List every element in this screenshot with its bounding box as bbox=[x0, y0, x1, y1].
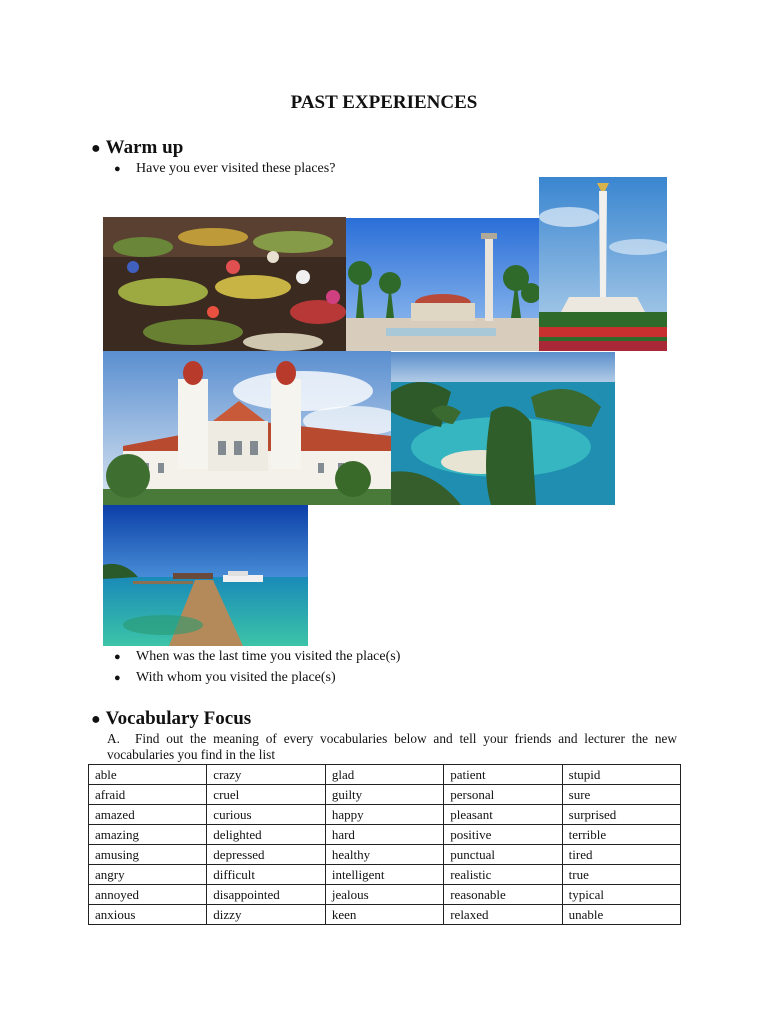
table-cell: hard bbox=[325, 825, 443, 845]
colonial-building-photo bbox=[103, 351, 391, 505]
table-cell: disappointed bbox=[207, 885, 326, 905]
table-cell: depressed bbox=[207, 845, 326, 865]
table-cell: able bbox=[89, 765, 207, 785]
bullet-icon: ● bbox=[114, 672, 121, 684]
bullet-icon: ● bbox=[114, 163, 121, 175]
table-cell: relaxed bbox=[444, 905, 562, 925]
followup-question-text: When was the last time you visited the place(s) bbox=[136, 649, 401, 664]
table-cell: realistic bbox=[444, 865, 562, 885]
instruction-label: A. bbox=[107, 731, 120, 746]
vocabulary-heading-text: Vocabulary Focus bbox=[105, 708, 252, 729]
warm-up-question-text: Have you ever visited these places? bbox=[136, 161, 336, 176]
table-cell: angry bbox=[89, 865, 207, 885]
table-cell: unable bbox=[562, 905, 680, 925]
warm-up-heading bbox=[91, 137, 183, 159]
table-cell: jealous bbox=[325, 885, 443, 905]
table-cell: tired bbox=[562, 845, 680, 865]
table-row bbox=[89, 885, 681, 905]
national-monument-photo bbox=[539, 177, 667, 351]
table-row bbox=[89, 905, 681, 925]
table-cell: keen bbox=[325, 905, 443, 925]
table-cell: stupid bbox=[562, 765, 680, 785]
table-cell: amazed bbox=[89, 805, 207, 825]
warm-up-heading-text: Warm up bbox=[105, 137, 184, 158]
table-row bbox=[89, 865, 681, 885]
table-cell: reasonable bbox=[444, 885, 562, 905]
table-cell: surprised bbox=[562, 805, 680, 825]
table-cell: guilty bbox=[325, 785, 443, 805]
table-cell: delighted bbox=[207, 825, 326, 845]
table-row bbox=[89, 805, 681, 825]
table-cell: true bbox=[562, 865, 680, 885]
bullet-icon: ● bbox=[91, 711, 101, 728]
mosque-tower-photo bbox=[346, 218, 540, 351]
warm-up-question bbox=[114, 161, 335, 177]
table-cell: amazing bbox=[89, 825, 207, 845]
table-cell: intelligent bbox=[325, 865, 443, 885]
page-title: PAST EXPERIENCES bbox=[290, 92, 478, 113]
vocabulary-heading bbox=[91, 708, 251, 730]
table-cell: dizzy bbox=[207, 905, 326, 925]
table-cell: punctual bbox=[444, 845, 562, 865]
table-cell: cruel bbox=[207, 785, 326, 805]
table-cell: positive bbox=[444, 825, 562, 845]
beach-pier-photo bbox=[103, 505, 308, 646]
table-cell: patient bbox=[444, 765, 562, 785]
table-row bbox=[89, 785, 681, 805]
table-cell: glad bbox=[325, 765, 443, 785]
followup-question-2 bbox=[114, 670, 336, 686]
vocabulary-instruction bbox=[107, 731, 677, 763]
followup-question-text: With whom you visited the place(s) bbox=[136, 670, 336, 685]
table-cell: difficult bbox=[207, 865, 326, 885]
table-cell: crazy bbox=[207, 765, 326, 785]
bullet-icon: ● bbox=[114, 651, 121, 663]
table-cell: personal bbox=[444, 785, 562, 805]
table-row bbox=[89, 845, 681, 865]
table-cell: curious bbox=[207, 805, 326, 825]
instruction-text: Find out the meaning of every vocabularies below and tell your friends and lecturer the new vocabularies you find in the list bbox=[107, 731, 677, 762]
floating-market-photo bbox=[103, 217, 346, 351]
table-cell: anxious bbox=[89, 905, 207, 925]
table-cell: afraid bbox=[89, 785, 207, 805]
table-cell: sure bbox=[562, 785, 680, 805]
table-cell: healthy bbox=[325, 845, 443, 865]
table-cell: annoyed bbox=[89, 885, 207, 905]
islands-bay-photo bbox=[391, 352, 615, 505]
table-cell: pleasant bbox=[444, 805, 562, 825]
table-cell: terrible bbox=[562, 825, 680, 845]
bullet-icon: ● bbox=[91, 140, 101, 157]
followup-question-1 bbox=[114, 649, 400, 665]
table-cell: typical bbox=[562, 885, 680, 905]
table-cell: happy bbox=[325, 805, 443, 825]
table-row bbox=[89, 765, 681, 785]
vocabulary-table bbox=[88, 764, 681, 925]
table-cell: amusing bbox=[89, 845, 207, 865]
table-row bbox=[89, 825, 681, 845]
